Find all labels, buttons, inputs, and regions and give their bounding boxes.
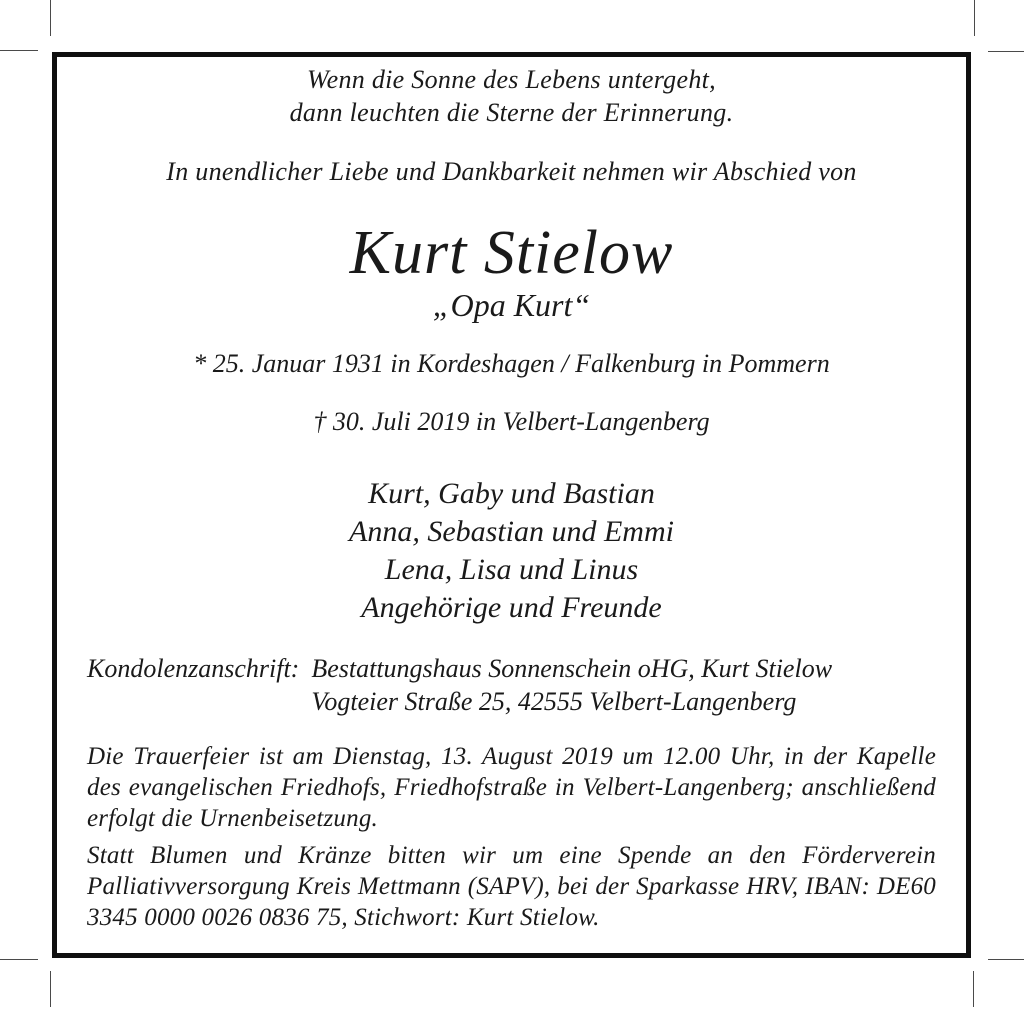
condolence-line-1: Bestattungshaus Sonnenschein oHG, Kurt Stielow [311, 654, 833, 683]
crop-mark [0, 50, 38, 51]
deceased-name: Kurt Stielow [349, 219, 674, 287]
mourners-list [87, 475, 936, 627]
mourner-line: Anna, Sebastian und Emmi [349, 515, 674, 548]
epigraph [87, 63, 936, 129]
mourner-line: Angehörige und Freunde [361, 591, 662, 624]
crop-mark [50, 971, 51, 1007]
birth-date-line: * 25. Januar 1931 in Kordeshagen / Falkenburg in Pommern [193, 349, 830, 378]
donation-info-paragraph: Statt Blumen und Kränze bitten wir um eine Spende an den Förderverein Palliativversorgung Kreis Mettmann (SAPV), bei der Sparkasse HRV, IBAN: DE60 3345 0000 0026 0836 75, Stichwort: Kurt Stielow. [87, 842, 936, 931]
condolence-value [311, 652, 832, 718]
mourner-line: Kurt, Gaby und Bastian [368, 477, 655, 510]
obituary-frame [52, 52, 971, 958]
death-date-line: † 30. Juli 2019 in Velbert-Langenberg [313, 407, 710, 436]
crop-mark [0, 959, 38, 960]
crop-mark [988, 51, 1024, 52]
crop-mark [973, 971, 974, 1007]
intro-text: In unendlicher Liebe und Dankbarkeit nehmen wir Abschied von [166, 157, 857, 186]
condolence-line-2: Vogteier Straße 25, 42555 Velbert-Langenberg [311, 687, 797, 716]
funeral-info-paragraph: Die Trauerfeier ist am Dienstag, 13. August 2019 um 12.00 Uhr, in der Kapelle des evangelischen Friedhofs, Friedhofstraße in Velbert-Langenberg; anschließend erfolgt die Urnenbeisetzung. [87, 743, 936, 832]
epigraph-line-1: Wenn die Sonne des Lebens untergeht, [307, 65, 716, 94]
crop-mark [988, 959, 1024, 960]
crop-mark [974, 0, 975, 36]
mourner-line: Lena, Lisa und Linus [384, 553, 639, 586]
deceased-nickname: „Opa Kurt“ [432, 287, 591, 323]
condolence-address [87, 652, 936, 718]
condolence-label: Kondolenzanschrift: [87, 654, 300, 683]
crop-mark [50, 0, 51, 36]
epigraph-line-2: dann leuchten die Sterne der Erinnerung. [289, 98, 734, 127]
